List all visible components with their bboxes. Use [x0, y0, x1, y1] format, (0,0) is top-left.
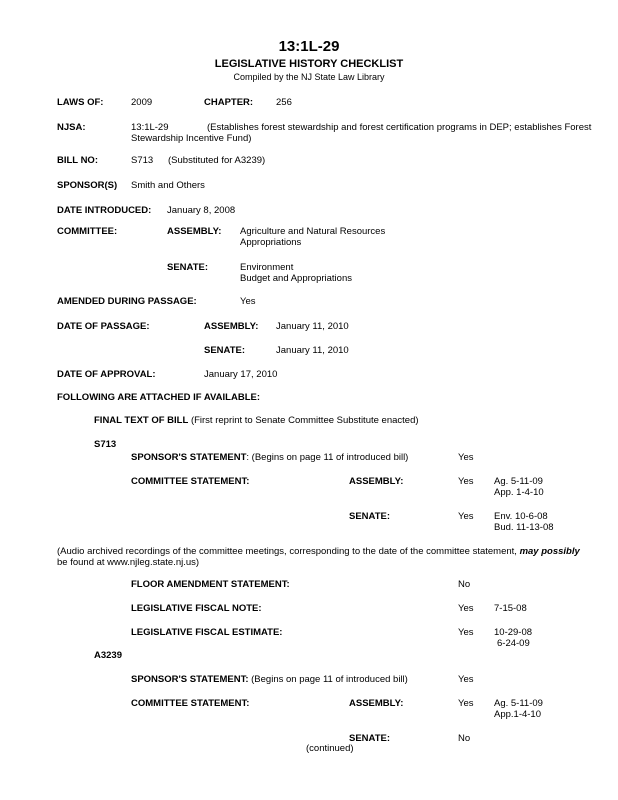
- a3239-committee-label: COMMITTEE STATEMENT:: [131, 698, 250, 709]
- sponsor-value: Smith and Others: [131, 180, 205, 191]
- a3239-sponsor-value: Yes: [458, 674, 474, 685]
- laws-year: 2009: [131, 97, 153, 108]
- a3239-assembly-value: Yes: [458, 698, 474, 709]
- fiscal-estimate-label: LEGISLATIVE FISCAL ESTIMATE:: [131, 627, 283, 638]
- approval-value: January 17, 2010: [204, 369, 278, 380]
- s713-senate-date-2: Bud. 11-13-08: [494, 522, 554, 533]
- s713-assembly-date-2: App. 1-4-10: [494, 487, 544, 498]
- a3239-sponsor-label: SPONSOR'S STATEMENT:: [131, 674, 249, 685]
- audio-note-part1: (Audio archived recordings of the committee meetings, corresponding to the date of the committee statement,: [57, 546, 520, 557]
- approval-label: DATE OF APPROVAL:: [57, 369, 156, 380]
- s713-senate-value: Yes: [458, 511, 474, 522]
- a3239-heading: A3239: [94, 650, 122, 661]
- amended-value: Yes: [240, 296, 256, 307]
- document-subtitle: LEGISLATIVE HISTORY CHECKLIST: [214, 58, 404, 70]
- final-text-line: [94, 416, 419, 427]
- a3239-sponsor-line: [131, 675, 408, 686]
- committee-senate-label: SENATE:: [167, 262, 208, 273]
- committee-senate-2: Budget and Appropriations: [240, 273, 352, 284]
- bill-label: BILL NO:: [57, 155, 98, 166]
- laws-label: LAWS OF:: [57, 97, 104, 108]
- s713-committee-label: COMMITTEE STATEMENT:: [131, 476, 250, 487]
- introduced-label: DATE INTRODUCED:: [57, 205, 152, 216]
- a3239-senate-label: SENATE:: [349, 733, 390, 744]
- chapter-value: 256: [276, 97, 292, 108]
- final-text-note: (First reprint to Senate Committee Substitute enacted): [190, 415, 419, 426]
- document-title: 13:1L-29: [278, 38, 340, 55]
- continued-note: (continued): [306, 743, 354, 754]
- committee-senate-1: Environment: [240, 262, 294, 273]
- bill-note: (Substituted for A3239): [168, 155, 266, 166]
- a3239-assembly-date-1: Ag. 5-11-09: [494, 698, 543, 709]
- s713-assembly-date-1: Ag. 5-11-09: [494, 476, 543, 487]
- passage-assembly-label: ASSEMBLY:: [204, 321, 259, 332]
- bill-value: S713: [131, 155, 154, 166]
- fiscal-note-label: LEGISLATIVE FISCAL NOTE:: [131, 603, 262, 614]
- a3239-assembly-label: ASSEMBLY:: [349, 698, 404, 709]
- passage-label: DATE OF PASSAGE:: [57, 321, 150, 332]
- s713-assembly-value: Yes: [458, 476, 474, 487]
- s713-sponsor-line: [131, 453, 408, 464]
- amended-label: AMENDED DURING PASSAGE:: [57, 296, 197, 307]
- fiscal-estimate-date-1: 10-29-08: [494, 627, 533, 638]
- passage-assembly-value: January 11, 2010: [276, 321, 349, 332]
- fiscal-note-value: Yes: [458, 603, 474, 614]
- a3239-senate-value: No: [458, 733, 471, 744]
- sponsor-label: SPONSOR(S): [57, 180, 118, 191]
- s713-heading: S713: [94, 439, 117, 450]
- njsa-label: NJSA:: [57, 122, 86, 133]
- audio-note-emphasis: may possibly: [519, 546, 580, 557]
- attached-label: FOLLOWING ARE ATTACHED IF AVAILABLE:: [57, 392, 260, 403]
- floor-amendment-label: FLOOR AMENDMENT STATEMENT:: [131, 579, 290, 590]
- introduced-value: January 8, 2008: [167, 205, 236, 216]
- fiscal-estimate-value: Yes: [458, 627, 474, 638]
- committee-assembly-1: Agriculture and Natural Resources: [240, 226, 386, 237]
- fiscal-estimate-date-2: 6-24-09: [497, 638, 530, 649]
- compiled-by: Compiled by the NJ State Law Library: [233, 72, 385, 82]
- a3239-sponsor-note: (Begins on page 11 of introduced bill): [251, 674, 408, 685]
- floor-amendment-value: No: [458, 579, 471, 590]
- committee-assembly-2: Appropriations: [240, 237, 302, 248]
- passage-senate-label: SENATE:: [204, 345, 245, 356]
- audio-note-part2: be found at www.njleg.state.nj.us): [57, 557, 200, 568]
- s713-senate-label: SENATE:: [349, 511, 390, 522]
- njsa-description: (Establishes forest stewardship and forest certification programs in DEP; establishes Forest Stewardship Incentive Fund): [131, 122, 592, 144]
- s713-senate-date-1: Env. 10-6-08: [494, 511, 548, 522]
- committee-label: COMMITTEE:: [57, 226, 118, 237]
- chapter-label: CHAPTER:: [204, 97, 254, 108]
- final-text-label: FINAL TEXT OF BILL: [94, 415, 189, 426]
- committee-assembly-label: ASSEMBLY:: [167, 226, 222, 237]
- passage-senate-value: January 11, 2010: [276, 345, 349, 356]
- s713-sponsor-label: SPONSOR'S STATEMENT: [131, 452, 247, 463]
- fiscal-note-date: 7-15-08: [494, 603, 527, 614]
- s713-sponsor-value: Yes: [458, 452, 474, 463]
- s713-sponsor-note: : (Begins on page 11 of introduced bill): [246, 452, 409, 463]
- s713-assembly-label: ASSEMBLY:: [349, 476, 404, 487]
- a3239-assembly-date-2: App.1-4-10: [494, 709, 542, 720]
- njsa-value: 13:1L-29: [131, 122, 169, 133]
